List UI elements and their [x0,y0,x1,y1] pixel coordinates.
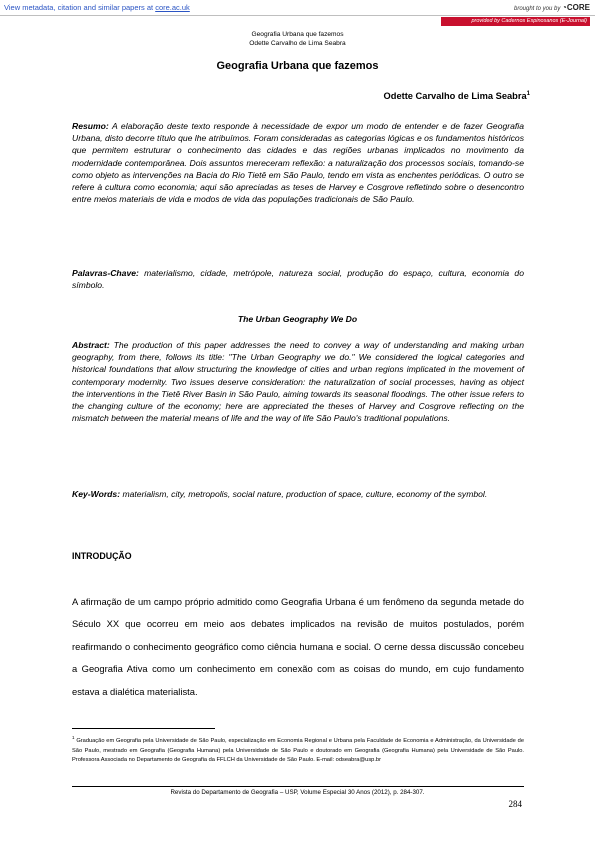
author-name [384,91,530,101]
core-metadata-link-text [4,0,190,15]
core-metadata-prefix: View metadata, citation and similar papers at [4,3,156,12]
core-link[interactable]: core.ac.uk [155,3,190,12]
footnote-mark: 1 [72,735,75,740]
keywords-label: Key-Words: [72,489,121,499]
brought-to-you-text: brought to you by [513,6,561,12]
resumo-text: A elaboração deste texto responde à necessidade de expor um modo de entender e de fazer Geografia Urbana, disto decorre título que lhe atribuímos. Foram consideradas as categorias lógicas e os fundamentos históricos que permitem estruturar o conhecimento das cidades e das regiões urbanas implicados no movimento da modernidade contemporânea. Dois assuntos mereceram reflexão: a naturalização dos processos sociais, tomando-se como objeto as intervenções na Bacia do Rio Tietê em São Paulo, tendo em vista as enchentes periódicas. O outro se refere à cultura como economia; aqui são apreciadas as teses de Harvey e Cosgrove refletindo sobre o desencontro entre meios materiais de vida e modos de vida das populações tradicionais de São Paulo. [72,121,524,205]
footnote-divider [72,728,215,729]
core-banner [0,0,595,16]
author-name-text: Odette Carvalho de Lima Seabra [383,91,527,102]
palavras-chave-label: Palavras-Chave: [72,268,139,278]
palavras-chave-paragraph [72,267,524,291]
page-number: 284 [508,799,522,809]
abstract-text: The production of this paper addresses the need to convey a way of understanding and making urban geography, from there, follows its title: "The Urban Geography we do." We considered the logical categories and historical foundations that allow structuring the knowledge of cities and urban regions implicated in the movement of contemporary modernity. Two issues deserve consideration: the naturalization of social processes, having as object the interventions in the Tietê River Basin in São Paulo, aiming towards its seasonal floodings. The other issue refers to the changing culture of the economy; here are appreciated the theses of Harvey and Cosgrove reflecting on the mismatch between the material means of life and the way of life São Paulo's traditional populations. [72,340,524,424]
palavras-chave-text: materialismo, cidade, metrópole, natureza social, produção do espaço, cultura, economia do símbolo. [72,268,524,291]
keywords-paragraph [72,488,524,500]
abstract-paragraph [72,339,524,424]
resumo-label: Resumo: [72,121,109,131]
core-brand [514,0,590,17]
core-logo[interactable] [562,3,590,12]
running-head-title: Geografia Urbana que fazemos [251,31,344,38]
abstract-label: Abstract: [72,340,110,350]
running-head-author: Odette Carvalho de Lima Seabra [249,40,346,47]
keywords-text: materialism, city, metropolis, social nature, production of space, culture, economy of the symbol. [120,489,488,499]
english-title: The Urban Geography We Do [237,314,358,324]
footnote-text: Graduação em Geografia pela Universidade de São Paulo, especialização em Economia Regional e Urbana pela Faculdade de Economia e Administração, da Universidade de São Paulo, mestrado em Geografia (Geografia Humana) pela Universidade de São Paulo e doutorado em Geografia (Geografia Humana) pela Universidade de São Paulo. Professora Associada no Departamento de Geografia da FFLCH da Universidade de São Paulo. E-mail: odseabra@usp.br [72,737,524,764]
footnote [72,733,524,766]
core-logo-text: CORE [566,3,590,12]
body-paragraph: A afirmação de um campo próprio admitido como Geografia Urbana é um fenômeno da segunda metade do Século XX que ocorreu em meio aos debates implicados na revisão de muitos postulados, porém reafirmando o conhecimento geográfico como ciência humana e social. O cerne dessa discussão concebeu a Geografia Ativa como um conhecimento em conexão com as coisas do mundo, em cujo fundamento estava a dialética materialista. [72,596,524,697]
core-logo-icon: ◔ [562,3,567,12]
journal-citation: Revista do Departamento de Geografia – USP, Volume Especial 30 Anos (2012), p. 284-307. [170,789,425,796]
footnote-marker[interactable]: 1 [526,91,530,97]
section-heading: INTRODUÇÃO [72,551,132,561]
provided-by-badge[interactable]: provided by Cadernos Espinosanos (E-Journal) [441,17,590,26]
resumo-paragraph [72,120,524,205]
footer-divider [72,786,524,787]
paper-title: Geografia Urbana que fazemos [216,60,379,72]
